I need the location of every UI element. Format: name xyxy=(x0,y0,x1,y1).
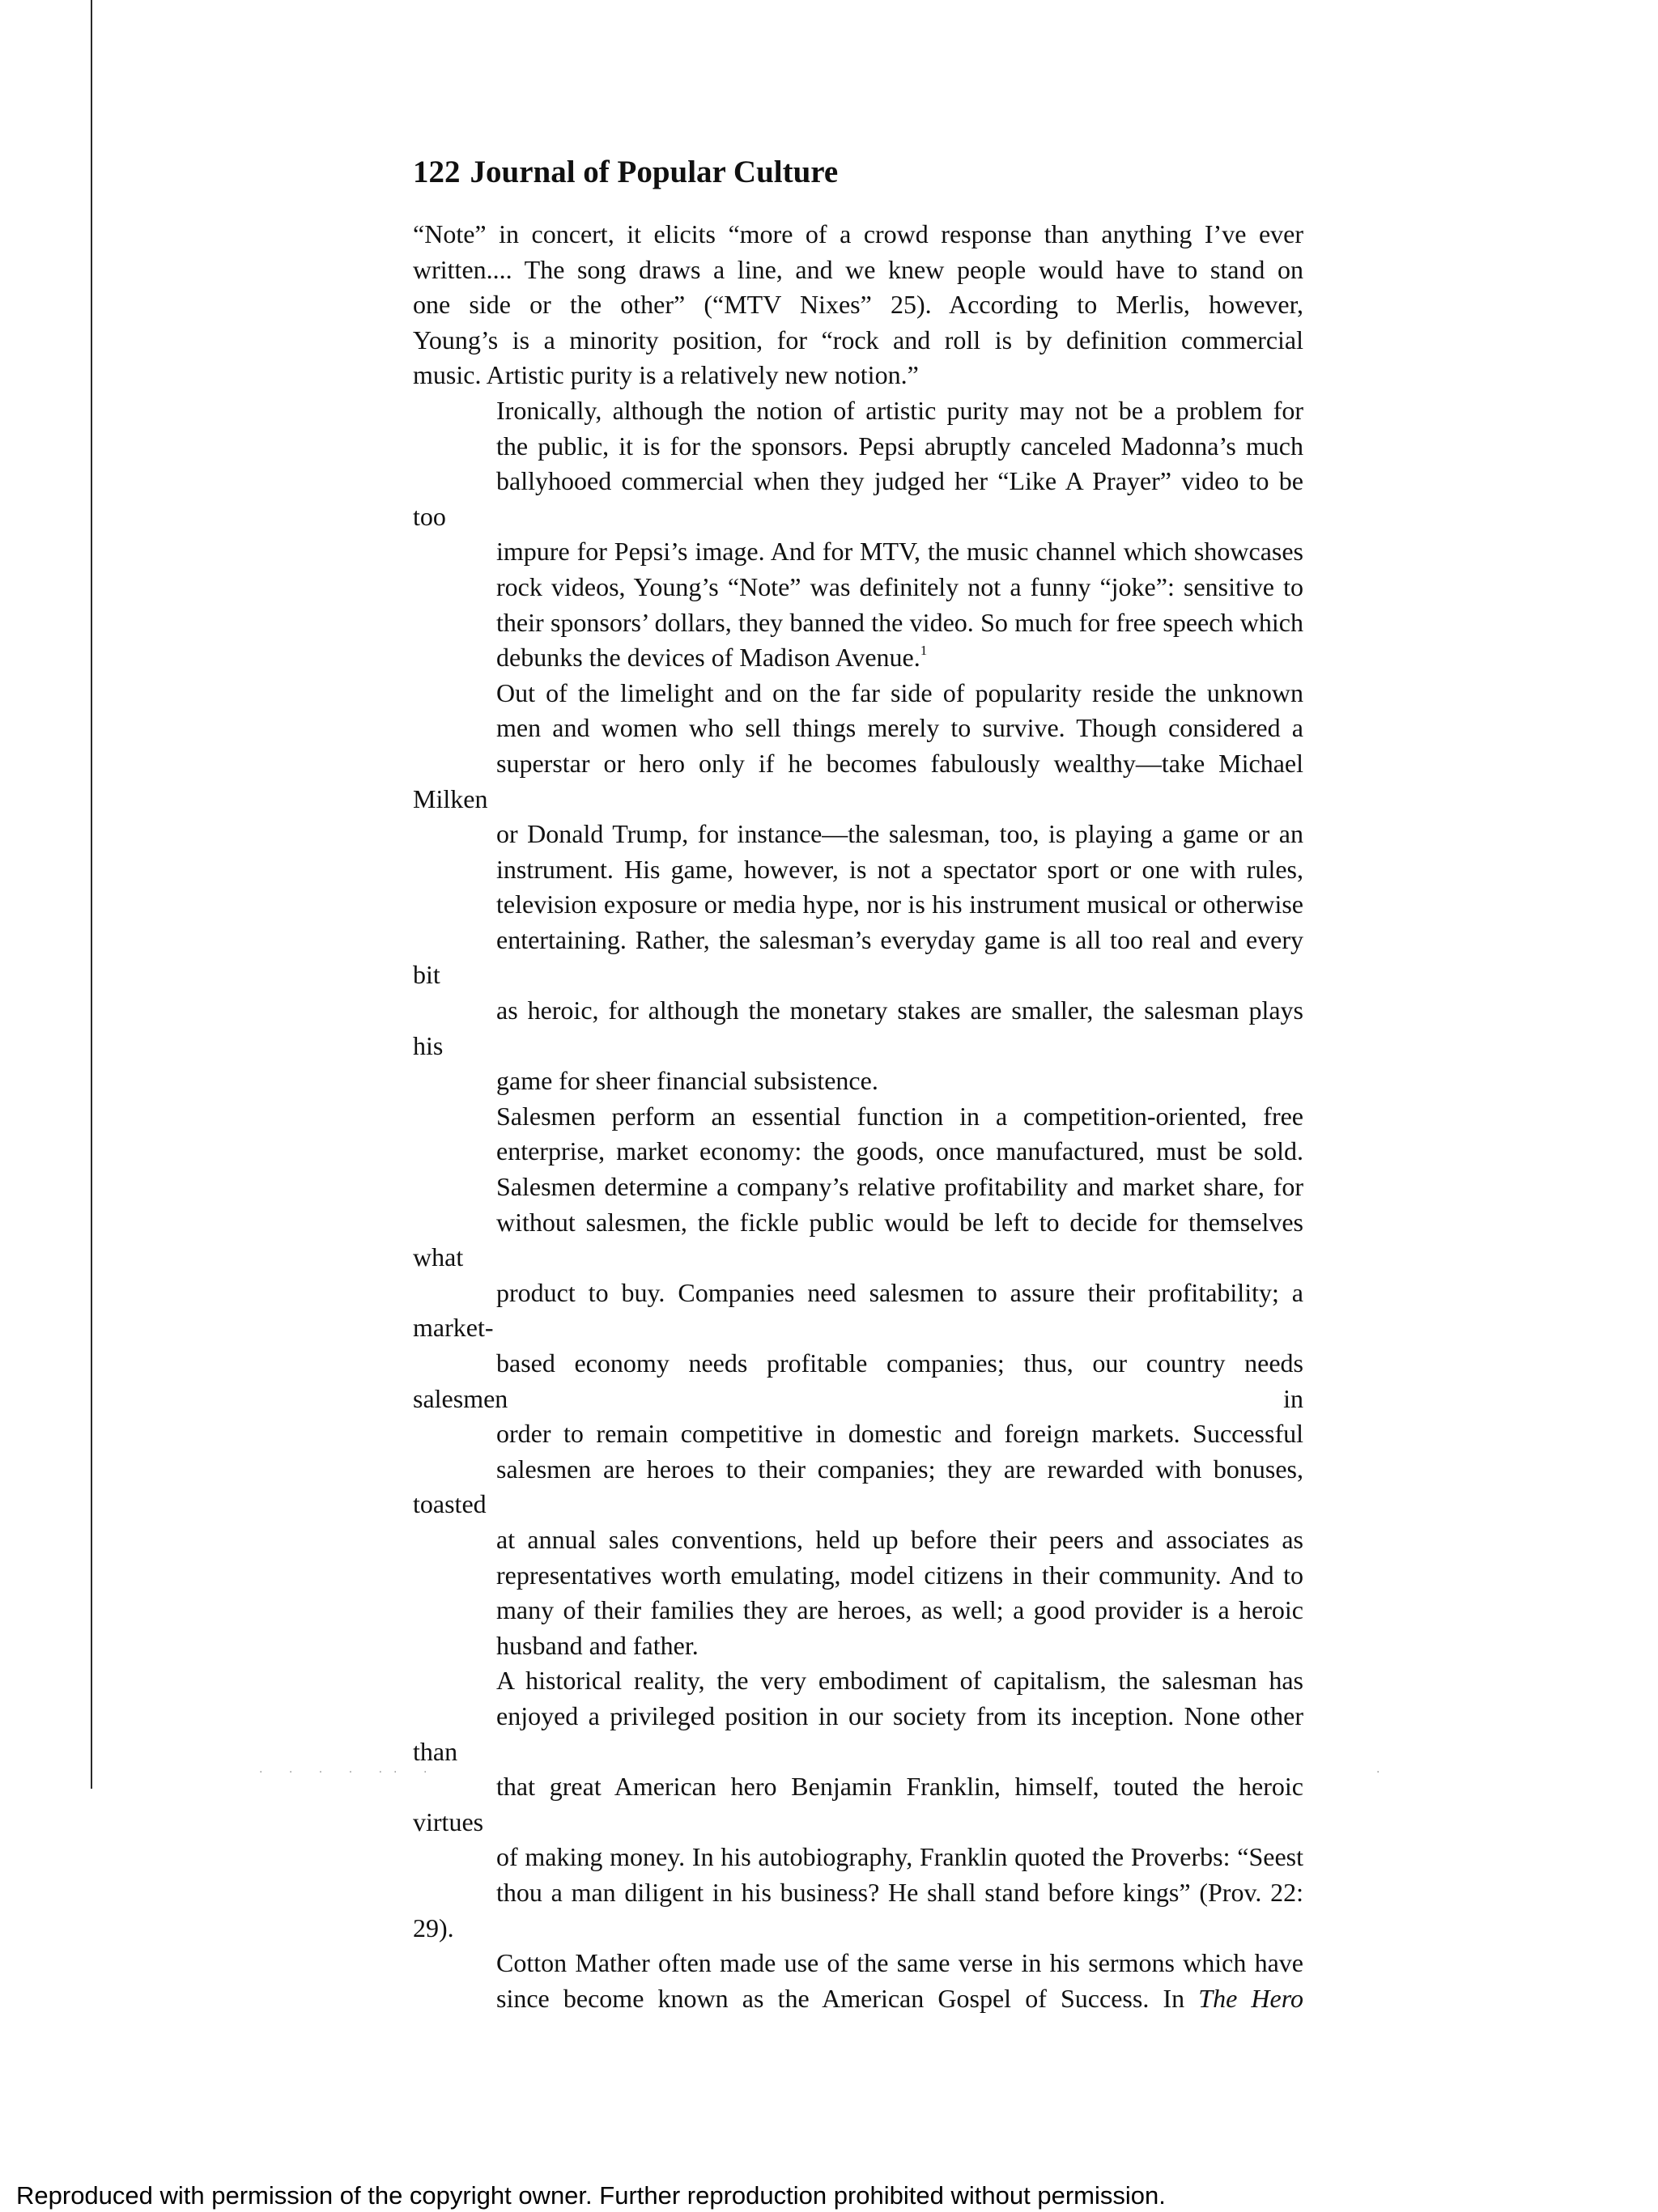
scan-artifact-specks: · · · · ·· · xyxy=(259,1766,439,1779)
text-line xyxy=(413,1981,1303,2017)
permission-notice: Reproduced with permission of the copyright owner. Further reproduction prohibited without permission. xyxy=(16,2181,1166,2210)
text-line: superstar or hero only if he becomes fabulously wealthy—take Michael Milken xyxy=(413,748,1303,813)
text-line: their sponsors’ dollars, they banned the video. So much for free speech which xyxy=(496,607,1303,637)
text-line: game for sheer financial subsistence. xyxy=(496,1066,878,1096)
text-line: many of their families they are heroes, as well; a good provider is a heroic xyxy=(496,1595,1303,1625)
italic-book-title: The Hero xyxy=(1198,1983,1304,2013)
text-line: Young’s is a minority position, for “rock and roll is by definition commercial xyxy=(413,325,1303,355)
running-header xyxy=(413,152,838,193)
text-line xyxy=(413,640,1303,676)
text-line: instrument. His game, however, is not a spectator sport or one with rules, xyxy=(496,854,1303,884)
text-line: of making money. In his autobiography, Franklin quoted the Proverbs: “Seest xyxy=(496,1842,1303,1872)
article-body xyxy=(413,217,1303,2016)
text-line: without salesmen, the fickle public would be left to decide for themselves what xyxy=(413,1207,1303,1272)
text-line: salesmen are heroes to their companies; they are rewarded with bonuses, toasted xyxy=(413,1454,1303,1519)
text-line: men and women who sell things merely to survive. Though considered a xyxy=(496,713,1303,743)
text-line: order to remain competitive in domestic and foreign markets. Successful xyxy=(496,1419,1303,1449)
text-line: the public, it is for the sponsors. Pepsi abruptly canceled Madonna’s much xyxy=(496,431,1303,461)
paragraph-1 xyxy=(413,217,1303,393)
text-line: Out of the limelight and on the far side of popularity reside the unknown xyxy=(496,677,1303,707)
journal-title: Journal of Popular Culture xyxy=(470,155,839,189)
paragraph-4 xyxy=(413,1099,1303,1664)
text-line: at annual sales conventions, held up before their peers and associates as xyxy=(496,1524,1303,1554)
text-line-content: since become known as the American Gospel of Success. In xyxy=(496,1983,1185,2013)
text-line: entertaining. Rather, the salesman’s everyday game is all too real and every bit xyxy=(413,924,1303,990)
text-line: ballyhooed commercial when they judged her “Like A Prayer” video to be too xyxy=(413,466,1303,531)
paragraph-3 xyxy=(413,676,1303,1099)
text-line: Salesmen determine a company’s relative profitability and market share, for xyxy=(496,1172,1303,1202)
paragraph-5 xyxy=(413,1663,1303,2016)
text-line: enterprise, market economy: the goods, once manufactured, must be sold. xyxy=(496,1136,1303,1166)
text-line: A historical reality, the very embodiment of capitalism, the salesman has xyxy=(496,1666,1303,1696)
text-line: representatives worth emulating, model citizens in their community. And to xyxy=(496,1560,1303,1590)
scan-edge-line xyxy=(91,0,92,1789)
text-line: music. Artistic purity is a relatively new notion.” xyxy=(413,360,919,390)
text-line: rock videos, Young’s “Note” was definitely not a funny “joke”: sensitive to xyxy=(496,571,1303,601)
text-line: that great American hero Benjamin Franklin, himself, touted the heroic virtues xyxy=(413,1772,1303,1836)
text-line: as heroic, for although the monetary stakes are smaller, the salesman plays his xyxy=(413,996,1303,1060)
text-line: thou a man diligent in his business? He shall stand before kings” (Prov. 22: 29). xyxy=(413,1877,1303,1942)
text-line: or Donald Trump, for instance—the salesman, too, is playing a game or an xyxy=(496,819,1303,849)
text-line: impure for Pepsi’s image. And for MTV, the music channel which showcases xyxy=(496,537,1303,567)
text-line-content: debunks the devices of Madison Avenue. xyxy=(496,643,920,673)
text-line: one side or the other” (“MTV Nixes” 25). According to Merlis, however, xyxy=(413,290,1303,320)
text-line: based economy needs profitable companies; thus, our country needs salesmen in xyxy=(413,1348,1303,1413)
text-line: written.... The song draws a line, and we knew people would have to stand on xyxy=(413,254,1303,284)
text-line: enjoyed a privileged position in our society from its inception. None other than xyxy=(413,1700,1303,1766)
scan-artifact-speck: · xyxy=(1376,1766,1380,1779)
text-line: Cotton Mather often made use of the same verse in his sermons which have xyxy=(496,1948,1303,1978)
text-line: husband and father. xyxy=(496,1630,699,1660)
text-line: Ironically, although the notion of artistic purity may not be a problem for xyxy=(496,395,1303,425)
footnote-marker: 1 xyxy=(920,643,928,659)
paragraph-2 xyxy=(413,393,1303,676)
text-line: television exposure or media hype, nor is his instrument musical or otherwise xyxy=(496,889,1303,919)
text-line: product to buy. Companies need salesmen to assure their profitability; a market- xyxy=(413,1277,1303,1343)
text-line: “Note” in concert, it elicits “more of a crowd response than anything I’ve ever xyxy=(413,219,1303,248)
text-line: Salesmen perform an essential function in a competition-oriented, free xyxy=(496,1101,1303,1131)
page-number: 122 xyxy=(413,155,461,189)
